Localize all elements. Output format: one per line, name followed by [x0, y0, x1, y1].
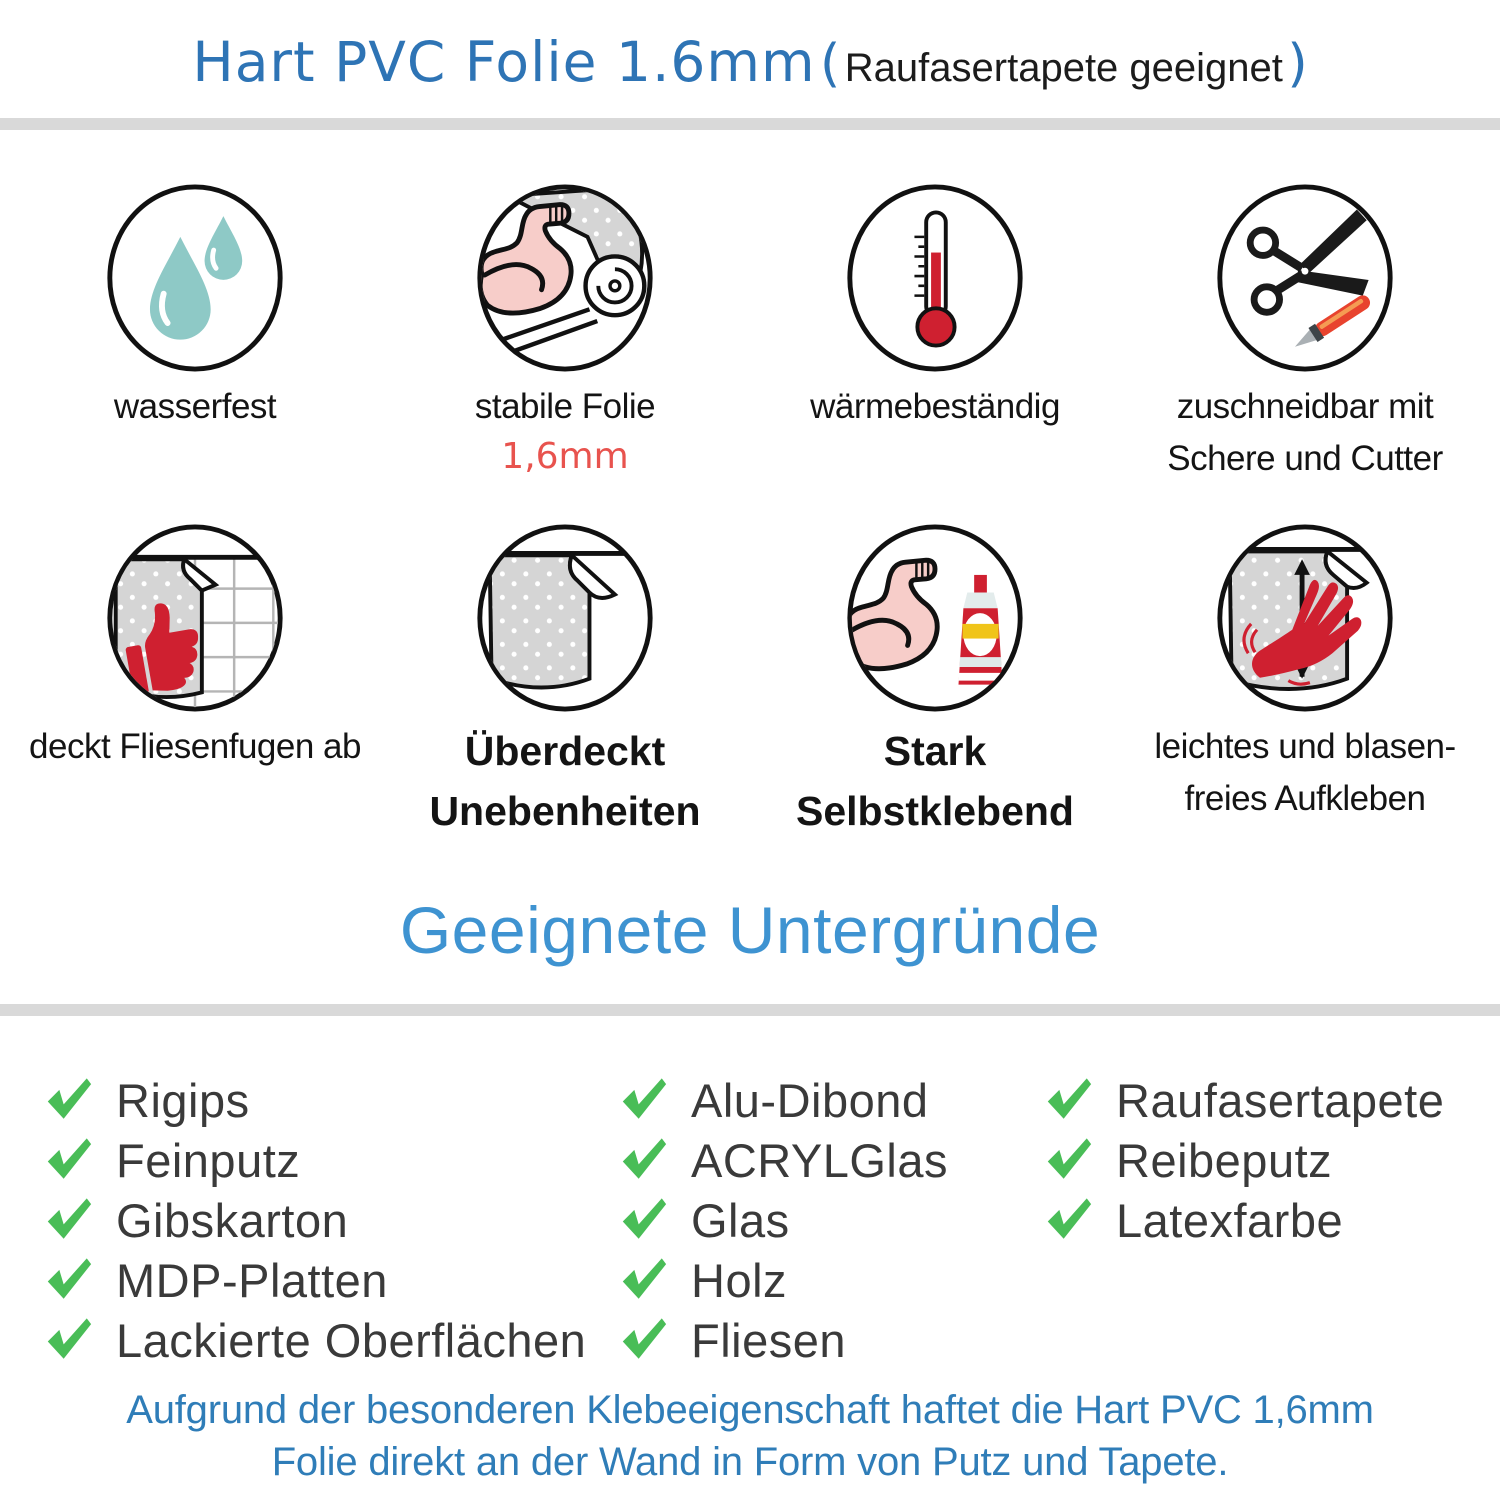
list-item [1042, 1130, 1500, 1190]
feature-cuttable [1120, 180, 1490, 480]
surface-label: Rigips [116, 1073, 250, 1127]
feature-label: Stark [883, 728, 987, 774]
surface-label: Fliesen [691, 1313, 847, 1367]
footer-note [0, 1384, 1500, 1488]
arm-glue-tube-icon [842, 520, 1028, 716]
divider-bar-top [0, 118, 1500, 130]
footer-line-1: Aufgrund der besonderen Klebeeigenschaft haftet die Hart PVC 1,6mm [126, 1388, 1374, 1433]
feature-label: wärmebeständig [810, 387, 1060, 426]
hand-smoothing-icon [1212, 520, 1398, 716]
feature-label-line2: Unebenheiten [429, 788, 701, 835]
list-item [617, 1250, 1042, 1310]
surface-label: MDP-Platten [116, 1253, 388, 1307]
surfaces-column-3 [1042, 1070, 1500, 1250]
checkmark-icon [42, 1194, 94, 1246]
feature-self-adhesive [750, 520, 1120, 836]
feature-label: deckt Fliesenfugen ab [29, 727, 361, 766]
water-drops-icon [102, 180, 288, 376]
page-title [0, 0, 1500, 94]
list-item [617, 1130, 1042, 1190]
feature-label: stabile Folie [474, 387, 656, 426]
footer-line-2: Folie direkt an der Wand in Form von Putz und Tapete. [271, 1440, 1229, 1485]
list-item [42, 1130, 617, 1190]
list-item [42, 1070, 617, 1130]
checkmark-icon [617, 1074, 669, 1126]
tile-thumbs-up-icon [102, 520, 288, 716]
feature-stable-film [380, 180, 750, 480]
surface-label: Reibeputz [1116, 1133, 1333, 1187]
checkmark-icon [42, 1314, 94, 1366]
checkmark-icon [617, 1314, 669, 1366]
feature-bubble-free [1120, 520, 1490, 836]
surface-label: ACRYLGlas [691, 1133, 949, 1187]
checkmark-icon [42, 1074, 94, 1126]
checkmark-icon [1042, 1074, 1094, 1126]
feature-label: zuschneidbar mit [1176, 387, 1434, 426]
checkmark-icon [42, 1254, 94, 1306]
scissors-cutter-icon [1212, 180, 1398, 376]
surface-label: Latexfarbe [1116, 1193, 1344, 1247]
feature-thickness-value: 1,6mm [501, 436, 629, 477]
feature-label: wasserfest [113, 387, 277, 426]
list-item [617, 1310, 1042, 1370]
paren-open: ( [820, 34, 841, 94]
feature-label: leichtes und blasen- [1154, 727, 1456, 766]
feature-label-line2: Schere und Cutter [1167, 439, 1443, 478]
checkmark-icon [617, 1134, 669, 1186]
feature-label-line2: freies Aufkleben [1184, 779, 1426, 818]
feature-label-line2: Selbstklebend [796, 788, 1074, 835]
list-item [42, 1250, 617, 1310]
feature-label: Überdeckt [464, 728, 666, 774]
checkmark-icon [1042, 1194, 1094, 1246]
paren-close: ) [1287, 34, 1308, 94]
main-title: Hart PVC Folie 1.6mm [192, 30, 816, 94]
surface-label: Raufasertapete [1116, 1073, 1445, 1127]
surface-label: Gibskarton [116, 1193, 349, 1247]
strong-arm-film-icon [472, 180, 658, 376]
surface-label: Feinputz [116, 1133, 301, 1187]
surfaces-heading: Geeignete Untergründe [399, 893, 1101, 968]
list-item [42, 1310, 617, 1370]
title-note: Raufasertapete geeignet [844, 46, 1283, 90]
covering-sheet-icon [472, 520, 658, 716]
features-grid [10, 180, 1490, 836]
checkmark-icon [1042, 1134, 1094, 1186]
checkmark-icon [617, 1254, 669, 1306]
surfaces-column-2 [617, 1070, 1042, 1370]
surface-label: Glas [691, 1193, 790, 1247]
feature-heat-resistant [750, 180, 1120, 480]
checkmark-icon [42, 1134, 94, 1186]
feature-waterproof [10, 180, 380, 480]
checkmark-icon [617, 1194, 669, 1246]
surface-label: Lackierte Oberflächen [116, 1313, 587, 1367]
list-item [42, 1190, 617, 1250]
thermometer-icon [842, 180, 1028, 376]
list-item [617, 1070, 1042, 1130]
list-item [1042, 1190, 1500, 1250]
surfaces-checklist [0, 1016, 1500, 1370]
surface-label: Holz [691, 1253, 788, 1307]
list-item [1042, 1070, 1500, 1130]
feature-covers-unevenness [380, 520, 750, 836]
surfaces-column-1 [42, 1070, 617, 1370]
list-item [617, 1190, 1042, 1250]
surface-label: Alu-Dibond [691, 1073, 929, 1127]
divider-bar-middle [0, 1004, 1500, 1016]
feature-covers-tile-joints [10, 520, 380, 836]
